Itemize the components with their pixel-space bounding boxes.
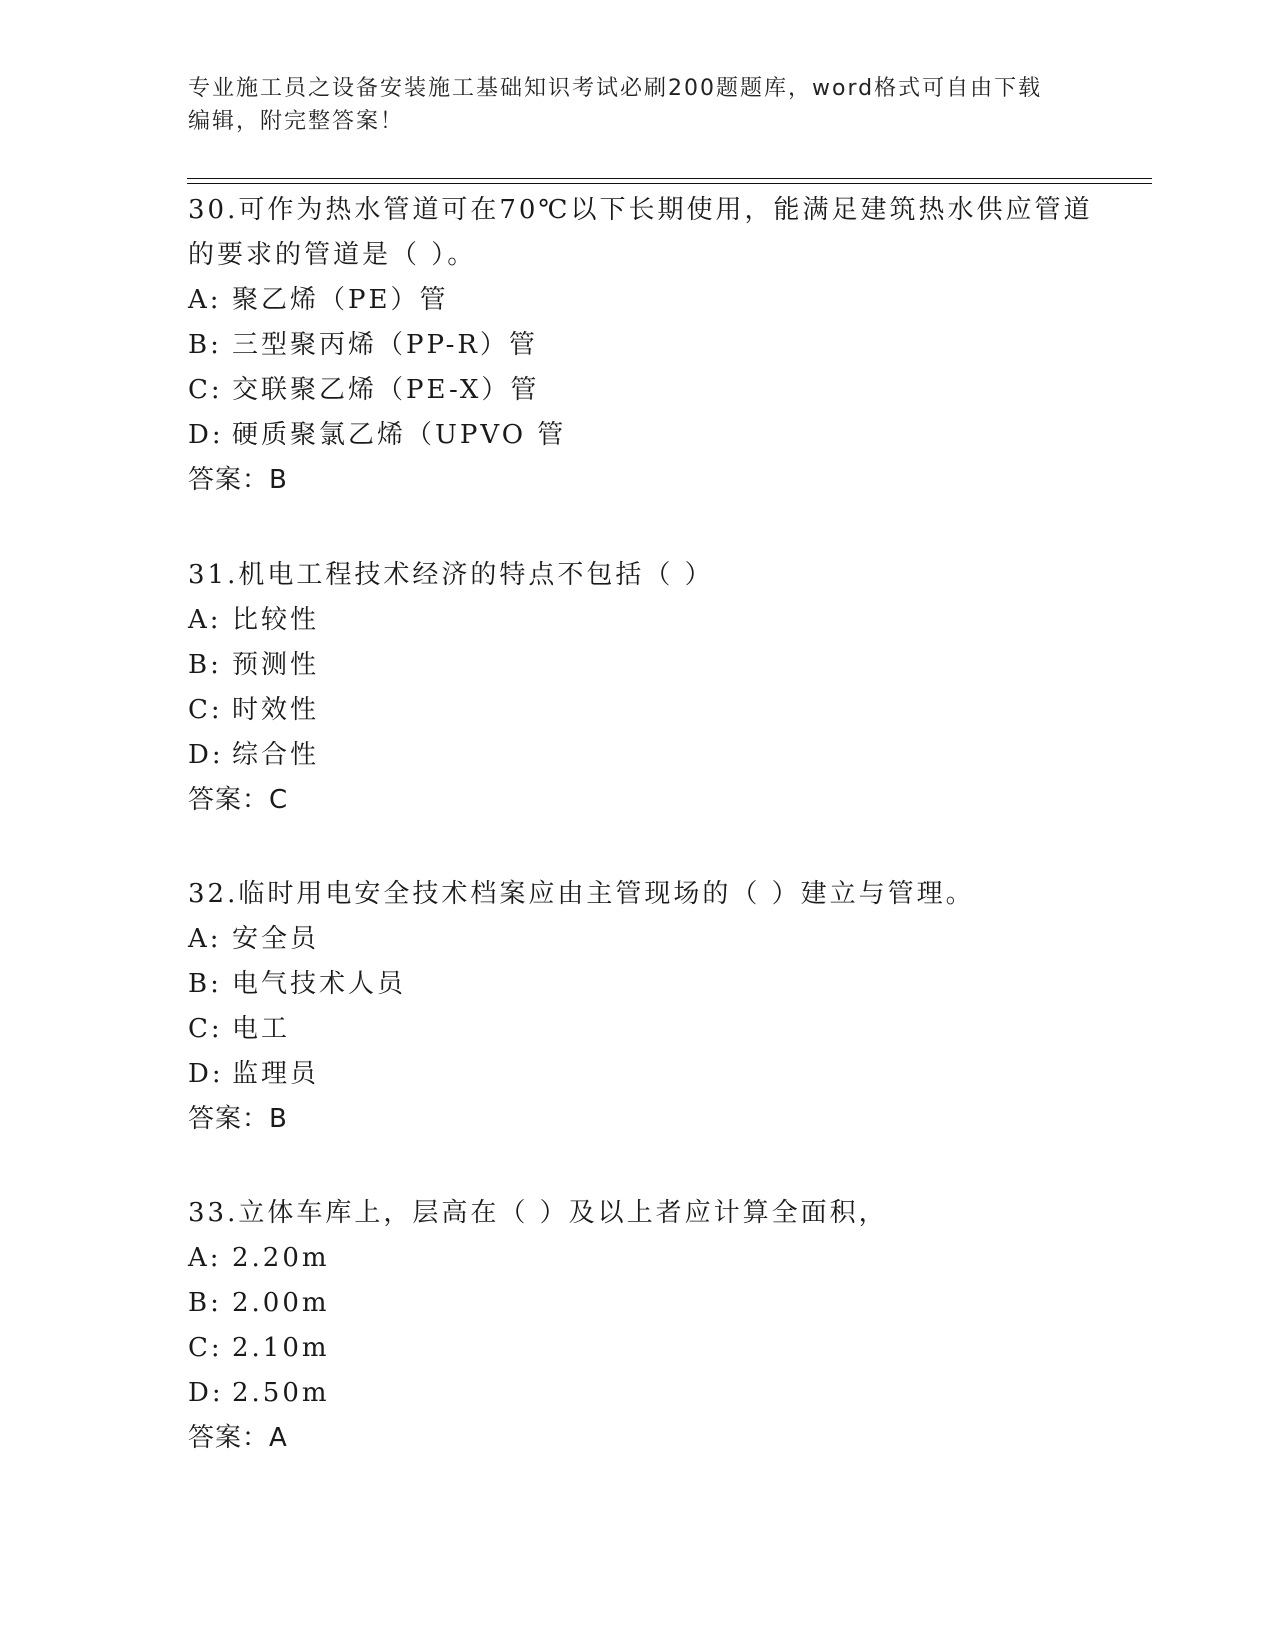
option-text: 电工 — [232, 1014, 291, 1044]
option-text: 2.00m — [232, 1288, 330, 1318]
question-text-continued: 的要求的管道是（ ）。 — [188, 240, 477, 270]
question-text: 30.可作为热水管道可在70℃以下长期使用，能满足建筑热水供应管道 — [188, 195, 1093, 225]
option-key: B: — [188, 969, 222, 999]
option-key: B: — [188, 1288, 222, 1318]
option-d — [188, 1371, 1108, 1416]
option-key: D: — [188, 1059, 224, 1089]
option-key: C: — [188, 1014, 223, 1044]
option-text: 电气技术人员 — [232, 969, 407, 999]
option-b — [188, 962, 1108, 1007]
option-d — [188, 413, 1108, 458]
answer-line: 答案：B — [188, 1104, 288, 1134]
question-31 — [188, 553, 1108, 823]
option-c — [188, 688, 1108, 733]
question-text: 32.临时用电安全技术档案应由主管现场的（ ）建立与管理。 — [188, 879, 975, 909]
option-text: 监理员 — [232, 1059, 320, 1089]
option-a — [188, 917, 1108, 962]
option-d — [188, 1052, 1108, 1097]
option-b — [188, 323, 1108, 368]
option-text: 时效性 — [232, 695, 320, 725]
option-key: C: — [188, 695, 223, 725]
option-text: 2.50m — [232, 1378, 330, 1408]
header-divider-bottom — [187, 183, 1152, 184]
option-key: B: — [188, 330, 222, 360]
option-text: 聚乙烯（PE）管 — [232, 285, 449, 315]
option-b — [188, 643, 1108, 688]
option-a — [188, 1236, 1108, 1281]
option-text: 交联聚乙烯（PE-X）管 — [232, 375, 540, 405]
option-text: 安全员 — [232, 924, 320, 954]
option-key: D: — [188, 740, 224, 770]
option-key: A: — [188, 285, 222, 315]
option-key: C: — [188, 1333, 223, 1363]
option-key: A: — [188, 605, 222, 635]
option-d — [188, 733, 1108, 778]
question-30 — [188, 188, 1108, 503]
option-text: 综合性 — [232, 740, 320, 770]
header-divider-top — [187, 178, 1152, 179]
answer-line: 答案：A — [188, 1423, 288, 1453]
option-key: B: — [188, 650, 222, 680]
header-line-1: 专业施工员之设备安装施工基础知识考试必刷200题题库，word格式可自由下载 — [188, 76, 1043, 101]
document-header — [188, 72, 1088, 138]
answer-line: 答案：C — [188, 785, 289, 815]
option-key: A: — [188, 1243, 222, 1273]
question-33 — [188, 1191, 1108, 1461]
answer-line: 答案：B — [188, 465, 288, 495]
option-c — [188, 1326, 1108, 1371]
option-text: 硬质聚氯乙烯（UPVO 管 — [232, 420, 567, 450]
option-key: D: — [188, 1378, 224, 1408]
option-key: C: — [188, 375, 223, 405]
option-c — [188, 1007, 1108, 1052]
option-text: 比较性 — [232, 605, 320, 635]
option-a — [188, 598, 1108, 643]
option-text: 三型聚丙烯（PP-R）管 — [232, 330, 538, 360]
header-line-2: 编辑，附完整答案！ — [188, 109, 405, 134]
option-text: 2.20m — [232, 1243, 330, 1273]
option-key: D: — [188, 420, 224, 450]
option-text: 2.10m — [232, 1333, 330, 1363]
question-text: 33.立体车库上，层高在（ ）及以上者应计算全面积， — [188, 1198, 888, 1228]
option-key: A: — [188, 924, 222, 954]
option-b — [188, 1281, 1108, 1326]
question-32 — [188, 872, 1108, 1142]
option-c — [188, 368, 1108, 413]
option-a — [188, 278, 1108, 323]
option-text: 预测性 — [232, 650, 320, 680]
question-text: 31.机电工程技术经济的特点不包括（ ） — [188, 560, 714, 590]
